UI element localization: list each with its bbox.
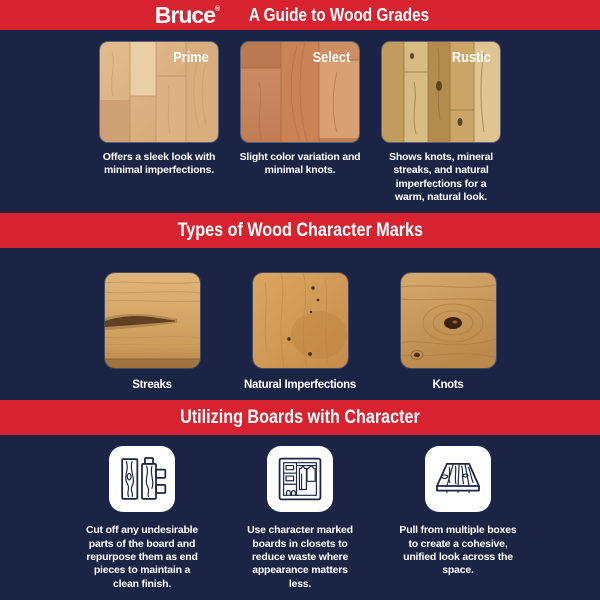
character-marks-section [0, 248, 600, 400]
knots-wood-texture [401, 273, 496, 368]
utilize-column-floor [379, 446, 537, 591]
imperfections-wood-image [253, 273, 348, 368]
floor-planks-icon [430, 451, 486, 507]
prime-wood-image [100, 42, 218, 142]
character-marks-title: Types of Wood Character Marks [177, 220, 423, 242]
grade-description-select: Slight color variation and minimal knots. [239, 151, 361, 177]
utilizing-title: Utilizing Boards with Character [180, 407, 420, 429]
mark-column-imperfections [226, 273, 374, 391]
utilize-description-closet: Use character marked boards in closets to reduce waste where appearance matters less. [247, 524, 353, 590]
grade-label-rustic: Rustic [452, 49, 491, 66]
utilizing-row [0, 446, 600, 591]
header-bar [0, 0, 600, 30]
utilize-description-floor: Pull from multiple boxes to create a cohesive, unified look across the space. [399, 524, 517, 577]
character-marks-row [0, 273, 600, 391]
cut-board-tile [109, 446, 175, 512]
closet-icon [272, 451, 328, 507]
mark-column-streaks [78, 273, 226, 391]
mark-column-knots [374, 273, 522, 391]
character-marks-title-bar [0, 213, 600, 248]
utilizing-title-bar [0, 400, 600, 435]
streaks-wood-texture [105, 273, 200, 368]
closet-tile [267, 446, 333, 512]
streaks-wood-image [105, 273, 200, 368]
grades-section [0, 30, 600, 213]
grade-column-prime [89, 42, 230, 205]
grades-row [0, 42, 600, 205]
grade-description-rustic: Shows knots, mineral streaks, and natural imperfections for a warm, natural look. [389, 151, 493, 204]
cut-board-icon [114, 451, 170, 507]
grade-label-prime: Prime [173, 49, 209, 66]
floor-planks-tile [425, 446, 491, 512]
grade-description-prime: Offers a sleek look with minimal imperfections. [102, 151, 216, 177]
rustic-wood-image [382, 42, 500, 142]
imperfections-wood-texture [253, 273, 348, 368]
utilize-column-closet [221, 446, 379, 591]
utilize-column-cut [63, 446, 221, 591]
brand-name: Bruce [154, 1, 215, 28]
grade-column-rustic [371, 42, 512, 205]
utilize-description-cut: Cut off any undesirable parts of the board and repurpose them as end pieces to maintain a clean finish. [85, 524, 199, 590]
knots-wood-image [401, 273, 496, 368]
page-title: A Guide to Wood Grades [249, 5, 430, 25]
bruce-logo [154, 1, 221, 28]
registered-mark: ® [215, 5, 221, 13]
select-wood-image [241, 42, 359, 142]
utilizing-section [0, 435, 600, 600]
mark-label-imperfections: Natural Imperfections [244, 379, 356, 392]
mark-label-streaks: Streaks [132, 379, 172, 392]
grade-column-select [230, 42, 371, 205]
mark-label-knots: Knots [432, 379, 464, 392]
grade-label-select: Select [312, 49, 350, 66]
